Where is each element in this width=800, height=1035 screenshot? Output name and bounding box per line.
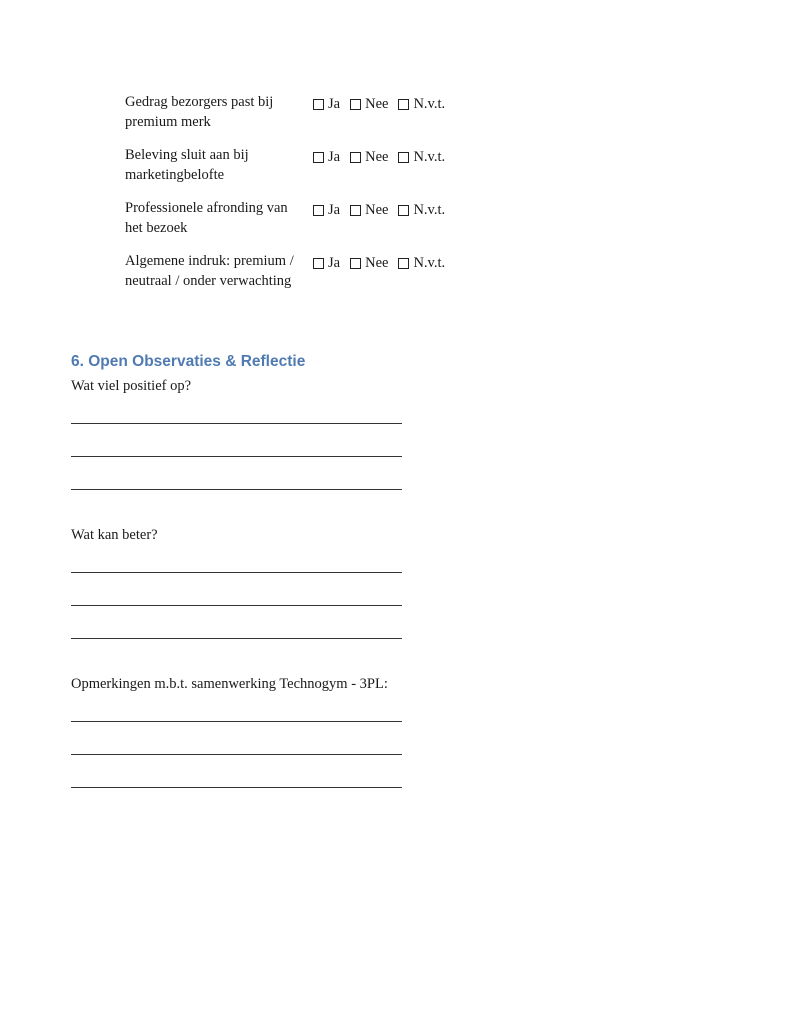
option-ja[interactable] [313, 254, 340, 274]
option-ja[interactable] [313, 148, 340, 168]
option-ja[interactable] [313, 201, 340, 221]
checkbox-icon[interactable] [350, 205, 361, 216]
checklist-item-label: Professionele afronding van het bezoek [125, 200, 288, 236]
option-nvt[interactable] [398, 148, 445, 168]
checklist-options [313, 95, 455, 115]
option-nvt[interactable] [398, 95, 445, 115]
option-nvt[interactable] [398, 201, 445, 221]
checklist-item-label: Beleving sluit aan bij marketingbelofte [125, 147, 249, 183]
option-nee[interactable] [350, 148, 388, 168]
option-label: Ja [328, 149, 341, 165]
option-nvt[interactable] [398, 254, 445, 274]
checklist-table [125, 93, 485, 305]
answer-line[interactable] [71, 572, 402, 573]
checkbox-icon[interactable] [313, 152, 324, 163]
option-label: Ja [328, 202, 341, 218]
checkbox-icon[interactable] [313, 258, 324, 269]
checklist-options [313, 148, 455, 168]
checkbox-icon[interactable] [398, 152, 409, 163]
option-label: N.v.t. [413, 202, 446, 218]
question-label: Wat viel positief op? [71, 378, 192, 394]
checkbox-icon[interactable] [350, 258, 361, 269]
checklist-row [125, 93, 485, 132]
checklist-item-label: Gedrag bezorgers past bij premium merk [125, 94, 274, 130]
option-nee[interactable] [350, 201, 388, 221]
option-label: Nee [365, 96, 389, 112]
section-heading: 6. Open Observaties & Reflectie [71, 353, 306, 370]
option-label: N.v.t. [413, 149, 446, 165]
option-label: Nee [365, 149, 389, 165]
option-label: N.v.t. [413, 96, 446, 112]
question-label: Opmerkingen m.b.t. samenwerking Technogym - 3PL: [71, 676, 388, 692]
option-nee[interactable] [350, 254, 388, 274]
option-label: Nee [365, 255, 389, 271]
answer-line[interactable] [71, 638, 402, 639]
checklist-item-label: Algemene indruk: premium / neutraal / onder verwachting [125, 253, 294, 289]
option-ja[interactable] [313, 95, 340, 115]
answer-line[interactable] [71, 489, 402, 490]
checkbox-icon[interactable] [350, 99, 361, 110]
option-nee[interactable] [350, 95, 388, 115]
checklist-row [125, 146, 485, 185]
answer-line[interactable] [71, 754, 402, 755]
checkbox-icon[interactable] [313, 99, 324, 110]
answer-line[interactable] [71, 787, 402, 788]
option-label: N.v.t. [413, 255, 446, 271]
checkbox-icon[interactable] [350, 152, 361, 163]
checklist-options [313, 254, 455, 274]
checkbox-icon[interactable] [398, 205, 409, 216]
checklist-row [125, 199, 485, 238]
checklist-row [125, 252, 485, 291]
checkbox-icon[interactable] [398, 258, 409, 269]
checkbox-icon[interactable] [313, 205, 324, 216]
checklist-options [313, 201, 455, 221]
answer-line[interactable] [71, 423, 402, 424]
question-label: Wat kan beter? [71, 527, 158, 543]
option-label: Ja [328, 255, 341, 271]
answer-line[interactable] [71, 456, 402, 457]
option-label: Ja [328, 96, 341, 112]
answer-line[interactable] [71, 721, 402, 722]
checkbox-icon[interactable] [398, 99, 409, 110]
option-label: Nee [365, 202, 389, 218]
answer-line[interactable] [71, 605, 402, 606]
